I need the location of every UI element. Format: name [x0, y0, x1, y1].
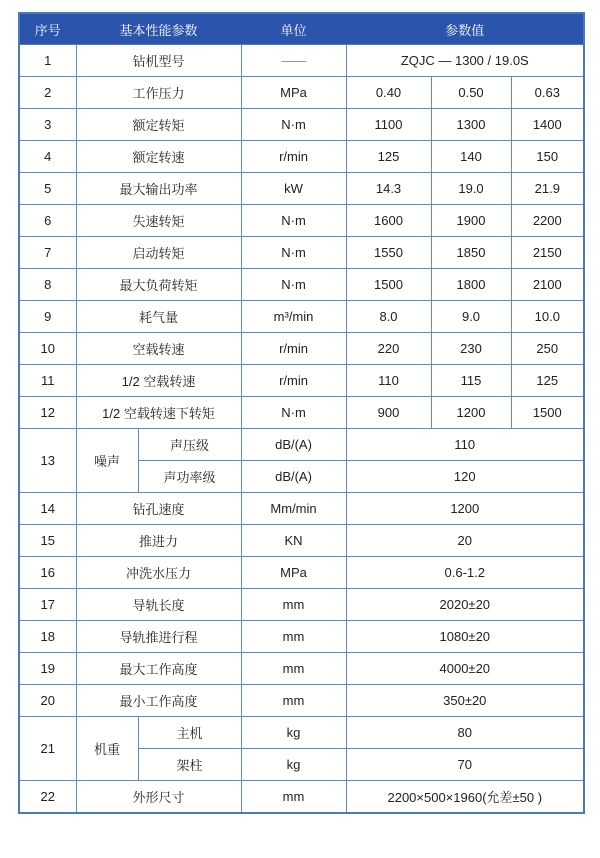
cell-param: 最小工作高度 [76, 685, 241, 717]
cell-unit: KN [241, 525, 346, 557]
cell-param: 钻孔速度 [76, 493, 241, 525]
cell-unit: N·m [241, 109, 346, 141]
cell-value-3: 2150 [511, 237, 584, 269]
cell-no: 12 [19, 397, 76, 429]
table-row-20 [19, 685, 584, 717]
cell-value-1: 220 [346, 333, 431, 365]
cell-no: 7 [19, 237, 76, 269]
cell-unit: dB/(A) [241, 429, 346, 461]
cell-value-2: 19.0 [431, 173, 511, 205]
cell-param: 额定转速 [76, 141, 241, 173]
cell-value-3: 2100 [511, 269, 584, 301]
cell-value-1: 14.3 [346, 173, 431, 205]
cell-value-2: 230 [431, 333, 511, 365]
cell-no: 1 [19, 45, 76, 77]
cell-group: 噪声 [76, 429, 138, 493]
table-row-2 [19, 77, 584, 109]
cell-unit: kW [241, 173, 346, 205]
cell-param: 耗气量 [76, 301, 241, 333]
cell-no: 17 [19, 589, 76, 621]
cell-group: 机重 [76, 717, 138, 781]
cell-param: 钻机型号 [76, 45, 241, 77]
table-row-19 [19, 653, 584, 685]
cell-unit: kg [241, 717, 346, 749]
table-row-14 [19, 493, 584, 525]
cell-value-3: 0.63 [511, 77, 584, 109]
header-row [19, 13, 584, 45]
cell-param: 导轨长度 [76, 589, 241, 621]
cell-param: 最大输出功率 [76, 173, 241, 205]
cell-no: 15 [19, 525, 76, 557]
cell-param: 启动转矩 [76, 237, 241, 269]
table-row-18 [19, 621, 584, 653]
cell-value-3: 125 [511, 365, 584, 397]
cell-value-2: 1850 [431, 237, 511, 269]
spec-table [18, 12, 585, 814]
cell-subparam: 架柱 [138, 749, 241, 781]
cell-unit: MPa [241, 77, 346, 109]
cell-no: 13 [19, 429, 76, 493]
cell-param: 冲洗水压力 [76, 557, 241, 589]
cell-unit: mm [241, 653, 346, 685]
cell-value: 20 [346, 525, 584, 557]
cell-param: 1/2 空载转速下转矩 [76, 397, 241, 429]
cell-value: 2200×500×1960(允差±50 ) [346, 781, 584, 814]
table-row-8 [19, 269, 584, 301]
cell-param: 外形尺寸 [76, 781, 241, 814]
table-row-4 [19, 141, 584, 173]
cell-value-2: 1900 [431, 205, 511, 237]
cell-value: 80 [346, 717, 584, 749]
cell-unit: dB/(A) [241, 461, 346, 493]
cell-value-3: 150 [511, 141, 584, 173]
table-row-12 [19, 397, 584, 429]
cell-param: 工作压力 [76, 77, 241, 109]
cell-value: 70 [346, 749, 584, 781]
table-row-16 [19, 557, 584, 589]
cell-value-3: 10.0 [511, 301, 584, 333]
table-row-7 [19, 237, 584, 269]
cell-value-2: 140 [431, 141, 511, 173]
table-row-13a [19, 429, 584, 461]
cell-no: 3 [19, 109, 76, 141]
table-row-5 [19, 173, 584, 205]
cell-value: 0.6-1.2 [346, 557, 584, 589]
cell-value-2: 1800 [431, 269, 511, 301]
cell-no: 11 [19, 365, 76, 397]
cell-no: 8 [19, 269, 76, 301]
cell-no: 6 [19, 205, 76, 237]
cell-subparam: 声压级 [138, 429, 241, 461]
cell-value-3: 1400 [511, 109, 584, 141]
cell-value-1: 0.40 [346, 77, 431, 109]
cell-value-1: 1500 [346, 269, 431, 301]
cell-unit: mm [241, 685, 346, 717]
table-row-17 [19, 589, 584, 621]
cell-value: 2020±20 [346, 589, 584, 621]
cell-no: 21 [19, 717, 76, 781]
cell-no: 2 [19, 77, 76, 109]
cell-unit: kg [241, 749, 346, 781]
cell-value-2: 9.0 [431, 301, 511, 333]
header-value: 参数值 [346, 13, 584, 45]
cell-value: ZQJC — 1300 / 19.0S [346, 45, 584, 77]
cell-unit: Mm/min [241, 493, 346, 525]
cell-value-3: 1500 [511, 397, 584, 429]
cell-no: 14 [19, 493, 76, 525]
cell-param: 导轨推进行程 [76, 621, 241, 653]
cell-no: 20 [19, 685, 76, 717]
cell-value-1: 1550 [346, 237, 431, 269]
cell-value-2: 1300 [431, 109, 511, 141]
cell-value: 120 [346, 461, 584, 493]
cell-value-3: 250 [511, 333, 584, 365]
cell-unit: r/min [241, 333, 346, 365]
table-row-10 [19, 333, 584, 365]
table-row-21a [19, 717, 584, 749]
cell-param: 失速转矩 [76, 205, 241, 237]
cell-unit: —— [241, 45, 346, 77]
cell-unit: mm [241, 589, 346, 621]
cell-value-2: 115 [431, 365, 511, 397]
cell-value-2: 1200 [431, 397, 511, 429]
cell-unit: r/min [241, 141, 346, 173]
cell-value-3: 2200 [511, 205, 584, 237]
cell-no: 16 [19, 557, 76, 589]
cell-value: 1080±20 [346, 621, 584, 653]
table-row-15 [19, 525, 584, 557]
cell-unit: m³/min [241, 301, 346, 333]
cell-value: 350±20 [346, 685, 584, 717]
table-row-22 [19, 781, 584, 814]
cell-unit: MPa [241, 557, 346, 589]
cell-no: 22 [19, 781, 76, 814]
table-row-1 [19, 45, 584, 77]
cell-no: 19 [19, 653, 76, 685]
cell-param: 空载转速 [76, 333, 241, 365]
cell-value: 4000±20 [346, 653, 584, 685]
cell-value-1: 125 [346, 141, 431, 173]
table-row-11 [19, 365, 584, 397]
table-row-9 [19, 301, 584, 333]
cell-param: 最大工作高度 [76, 653, 241, 685]
cell-value-1: 900 [346, 397, 431, 429]
cell-value-1: 110 [346, 365, 431, 397]
cell-value-1: 1600 [346, 205, 431, 237]
cell-param: 最大负荷转矩 [76, 269, 241, 301]
table-row-3 [19, 109, 584, 141]
cell-value-1: 1100 [346, 109, 431, 141]
cell-subparam: 主机 [138, 717, 241, 749]
cell-param: 推进力 [76, 525, 241, 557]
cell-unit: mm [241, 781, 346, 814]
cell-unit: N·m [241, 269, 346, 301]
cell-no: 18 [19, 621, 76, 653]
cell-value: 1200 [346, 493, 584, 525]
cell-value-2: 0.50 [431, 77, 511, 109]
header-no: 序号 [19, 13, 76, 45]
cell-no: 4 [19, 141, 76, 173]
cell-no: 9 [19, 301, 76, 333]
cell-unit: mm [241, 621, 346, 653]
header-param: 基本性能参数 [76, 13, 241, 45]
cell-unit: N·m [241, 205, 346, 237]
cell-param: 额定转矩 [76, 109, 241, 141]
cell-value-1: 8.0 [346, 301, 431, 333]
cell-value-3: 21.9 [511, 173, 584, 205]
header-unit: 单位 [241, 13, 346, 45]
cell-no: 5 [19, 173, 76, 205]
cell-unit: N·m [241, 237, 346, 269]
cell-unit: r/min [241, 365, 346, 397]
cell-value: 110 [346, 429, 584, 461]
cell-subparam: 声功率级 [138, 461, 241, 493]
cell-unit: N·m [241, 397, 346, 429]
table-row-6 [19, 205, 584, 237]
cell-param: 1/2 空载转速 [76, 365, 241, 397]
cell-no: 10 [19, 333, 76, 365]
